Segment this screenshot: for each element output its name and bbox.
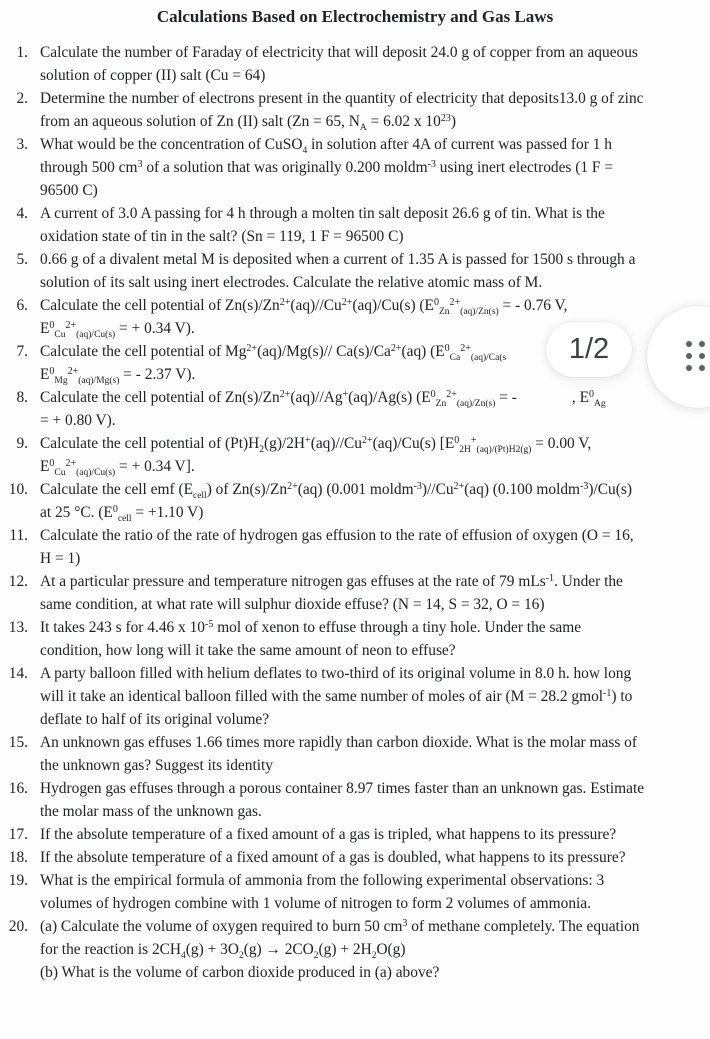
- question-number: 15.: [8, 734, 28, 751]
- question-number: 8.: [16, 389, 28, 406]
- question-number: 14.: [8, 665, 28, 682]
- dot: [686, 353, 692, 359]
- question-item: [0, 570, 710, 616]
- question-number: 18.: [8, 849, 28, 866]
- dot: [699, 365, 705, 371]
- dot: [699, 353, 705, 359]
- question-number: 17.: [8, 826, 28, 843]
- question-text: What would be the concentration of CuSO$_4$ in solution after 4A of current was passed for 1 h through 500 $cm^3$ of a solution that was originally 0.200 moldm$^{-3}$ using inert electrodes (1 F = 96500 C): [40, 136, 614, 199]
- question-number: 5.: [16, 251, 28, 268]
- question-item: [0, 777, 710, 823]
- question-number: 11.: [9, 527, 28, 544]
- question-item: [0, 386, 710, 432]
- question-item: [0, 662, 710, 731]
- question-text: It takes 243 s for 4.46 x $10^{-5}$ mol of xenon to effuse through a tiny hole. Under the same condition, how long will it take the same amount of neon to effuse?: [40, 619, 582, 659]
- question-number: 4.: [16, 205, 28, 222]
- question-item: [0, 202, 710, 248]
- question-text: What is the empirical formula of ammonia from the following experimental observations: 3 volumes of hydrogen combine with 1 volume of nitrogen to form 2 volumes of ammonia.: [40, 872, 605, 912]
- question-item: [0, 248, 710, 294]
- question-item: [0, 869, 710, 915]
- question-number: 16.: [8, 780, 28, 797]
- question-text: Calculate the cell potential of $Zn(s)/Zn^{2+}(aq)//Cu^{2+}(aq)/Cu(s) (E^0_{Zn}^{2+}_{(aq)/Zn(s)}$ = - 0.76 V, $E^0_{Cu}^{2+}_{(aq)/Cu(s)}$ = + 0.34 V).: [40, 297, 568, 340]
- question-number: 9.: [16, 435, 28, 452]
- question-text: Calculate the cell emf $(E_{cell})$ of $Zn(s)/Zn^{2+}(aq)$ (0.001 $moldm^{-3})//Cu^{2+}(aq)$ (0.100 moldm$^{-3}$)/Cu(s) at 25 °C. ($E^0_{cell} = +1.10$ V): [40, 481, 632, 524]
- question-text: A current of 3.0 A passing for 4 h through a molten tin salt deposit 26.6 g of tin. What is the oxidation state of tin in the salt? (Sn = 119, 1 F = 96500 C): [40, 205, 605, 245]
- question-number: 20.: [8, 918, 28, 935]
- dot: [686, 341, 692, 347]
- question-text: (a) Calculate the volume of oxygen required to burn 50 $cm^3$ of methane completely. The equation for the reaction is $2CH_4(g) + 3O_2(g) \to 2CO_2(g) + 2H_2O(g)$ (b) What is the volume of carbon dioxide produced in (a) above?: [40, 918, 640, 981]
- dot: [699, 341, 705, 347]
- question-item: [0, 616, 710, 662]
- question-text: Calculate the cell potential of $(Pt)H_2(g)/2H^+(aq)//Cu^{2+}(aq)/Cu(s) [E^0_{2H}^+_{(aq)/(Pt)H2(g)} = 0.00$ V, $E^0_{Cu}^{2+}_{(aq)/Cu(s)}$ = + 0.34 V].: [40, 435, 592, 478]
- question-text: A party balloon filled with helium deflates to two-third of its original volume in 8.0 h. how long will it take an identical balloon filled with the same number of moles of air (M = 28.2 gmol$^{-1}$) to deflate to half of its original volume?: [40, 665, 633, 728]
- six-dot-grid-icon: [686, 341, 705, 371]
- question-number: 13.: [8, 619, 28, 636]
- question-number: 6.: [16, 297, 28, 314]
- page-indicator-label: 1/2: [568, 333, 610, 365]
- question-number: 2.: [16, 90, 28, 107]
- question-text: Calculate the number of Faraday of electricity that will deposit 24.0 g of copper from an aqueous solution of copper (II) salt (Cu = 64): [40, 44, 638, 84]
- question-item: [0, 87, 710, 133]
- question-item: [0, 133, 710, 202]
- question-item: [0, 731, 710, 777]
- question-text: Calculate the cell potential of $Mg^{2+}(aq)/Mg(s)//$ $Ca(s)/Ca^{2+}(aq)$ ($E^0_{Ca}^{2+}_{(aq)/Ca(s}$ $E^0_{Mg}^{2+}_{(aq)/Mg(s)}$ = - 2.37 V).: [40, 343, 507, 386]
- question-number: 19.: [8, 872, 28, 889]
- question-item: [0, 823, 710, 846]
- question-number: 12.: [8, 573, 28, 590]
- question-item: [0, 478, 710, 524]
- page-indicator: [546, 322, 632, 377]
- question-item: [0, 846, 710, 869]
- question-number: 7.: [16, 343, 28, 360]
- question-text: Calculate the cell potential of $Zn(s)/Zn^{2+}(aq)//Ag^+(aq)/Ag(s) (E^0_{Zn}^{2+}_{(aq)/Zn(s)}$ = - , $E^0_{Ag}$ = + 0.80 V).: [40, 389, 606, 429]
- question-text: If the absolute temperature of a fixed amount of a gas is doubled, what happens to its pressure?: [40, 849, 626, 866]
- question-text: If the absolute temperature of a fixed amount of a gas is tripled, what happens to its pressure?: [40, 826, 617, 843]
- question-item: [0, 524, 710, 570]
- question-number: 1.: [16, 44, 28, 61]
- question-text: Hydrogen gas effuses through a porous container 8.97 times faster than an unknown gas. Estimate the molar mass of the unknown gas.: [40, 780, 645, 820]
- question-text: At a particular pressure and temperature nitrogen gas effuses at the rate of 79 mLs$^{-1}$. Under the same condition, at what rate will sulphur dioxide effuse? (N = 14, S = 32, O = 16): [40, 573, 623, 613]
- question-text: Determine the number of electrons present in the quantity of electricity that deposits13.0 g of zinc from an aqueous solution of Zn (II) salt (Zn = 65, $N_A = 6.02$ x $10^{23}$): [40, 90, 644, 133]
- question-item: [0, 915, 710, 984]
- question-item: [0, 41, 710, 87]
- question-text: Calculate the ratio of the rate of hydrogen gas effusion to the rate of effusion of oxygen (O = 16, H = 1): [40, 527, 634, 567]
- question-number: 10.: [8, 481, 28, 498]
- question-text: An unknown gas effuses 1.66 times more rapidly than carbon dioxide. What is the molar mass of the unknown gas? Suggest its identity: [40, 734, 637, 774]
- page-title: Calculations Based on Electrochemistry and Gas Laws: [156, 7, 554, 26]
- dot: [686, 365, 692, 371]
- question-text: 0.66 g of a divalent metal M is deposited when a current of 1.35 A is passed for 1500 s through a solution of its salt using inert electrodes. Calculate the relative atomic mass of M.: [40, 251, 636, 291]
- question-number: 3.: [16, 136, 28, 153]
- question-list: [0, 41, 710, 984]
- question-item: [0, 432, 710, 478]
